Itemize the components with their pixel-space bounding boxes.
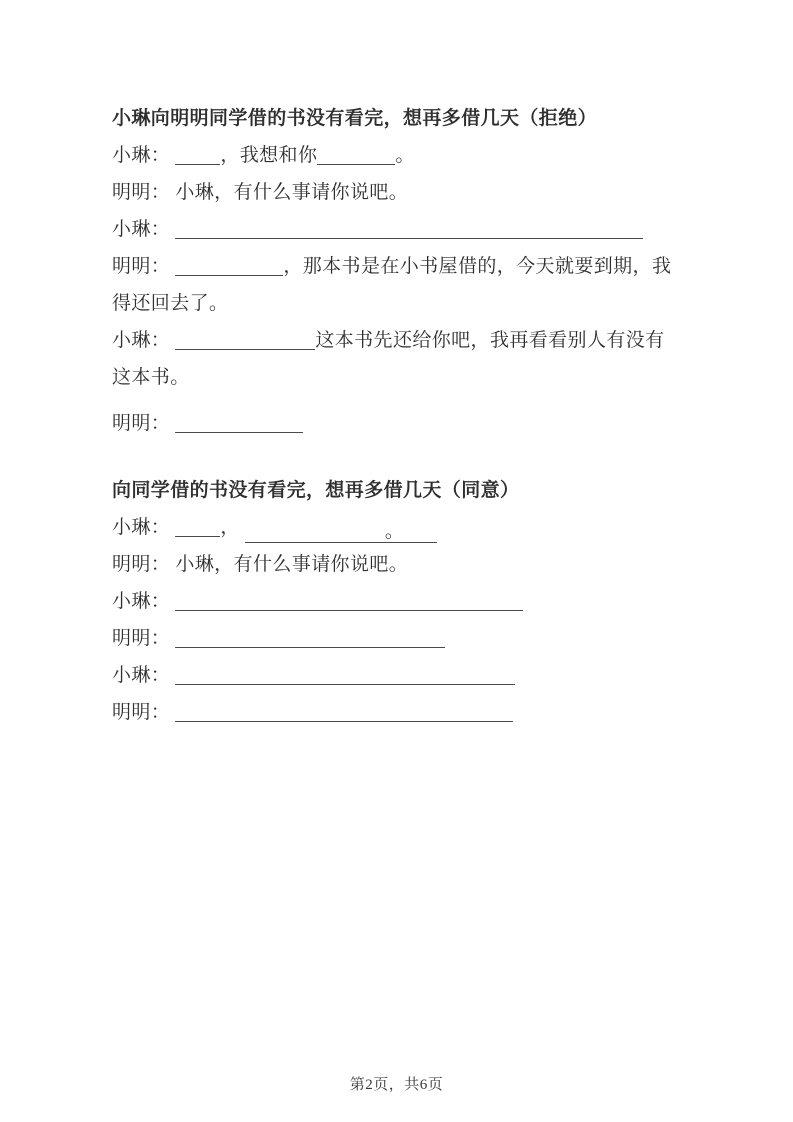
dialogue-text: 。 (395, 145, 415, 166)
dialogue-line (112, 285, 687, 322)
dialogue-text: 小琳： (112, 219, 176, 240)
document-body (112, 100, 687, 731)
dialogue-line (112, 657, 687, 694)
blank-underline (175, 218, 643, 239)
dialogue-text: 小琳： (112, 517, 176, 538)
blank-underline (175, 627, 445, 648)
dialogue-text: 明明： (112, 702, 176, 723)
dialogue-line (112, 620, 687, 657)
dialogue-line (112, 359, 687, 396)
blank-underline (175, 329, 315, 350)
blank-underline (317, 144, 395, 165)
dialogue-text: 小琳： (112, 591, 176, 612)
dialogue-text: ，那本书是在小书屋借的，今天就要到期，我 (283, 256, 672, 277)
dialogue-text: 小琳： (112, 145, 176, 166)
dialogue-line (112, 546, 687, 583)
dialogue-line (112, 509, 687, 546)
dialogue-line (112, 583, 687, 620)
dialogue-text: 明明： 小琳，有什么事请你说吧。 (112, 182, 409, 203)
section-heading: 向同学借的书没有看完，想再多借几天（同意） (112, 480, 520, 501)
dialogue-text: 这本书。 (112, 367, 190, 388)
dialogue-text: ， (220, 517, 245, 538)
blank-underline (175, 701, 513, 722)
dialogue-text: 明明： (112, 256, 176, 277)
punctuation-on-blank: 。 (384, 521, 405, 542)
dialogue-text: ，我想和你 (220, 145, 318, 166)
dialogue-line (112, 322, 687, 359)
dialogue-text: 明明： 小琳，有什么事请你说吧。 (112, 554, 409, 575)
blank-underline (175, 664, 515, 685)
dialogue-line (112, 694, 687, 731)
blank-underline (245, 522, 437, 543)
dialogue-line (112, 405, 687, 442)
dialogue-text: 明明： (112, 628, 176, 649)
blank-underline (175, 412, 303, 433)
page-number: 第2页，共6页 (349, 1077, 444, 1093)
dialogue-text: 这本书先还给你吧，我再看看别人有没有 (315, 330, 665, 351)
dialogue-text: 得还回去了。 (112, 293, 229, 314)
blank-underline (175, 255, 283, 276)
dialogue-line (112, 211, 687, 248)
blank-underline (175, 590, 523, 611)
dialogue-line (112, 248, 687, 285)
blank-underline (175, 144, 220, 165)
dialogue-line (112, 137, 687, 174)
blank-underline (175, 516, 220, 537)
dialogue-text: 小琳： (112, 665, 176, 686)
dialogue-text: 明明： (112, 413, 176, 434)
section-heading: 小琳向明明同学借的书没有看完，想再多借几天（拒绝） (112, 108, 598, 129)
dialogue-line (112, 174, 687, 211)
dialogue-text: 小琳： (112, 330, 176, 351)
